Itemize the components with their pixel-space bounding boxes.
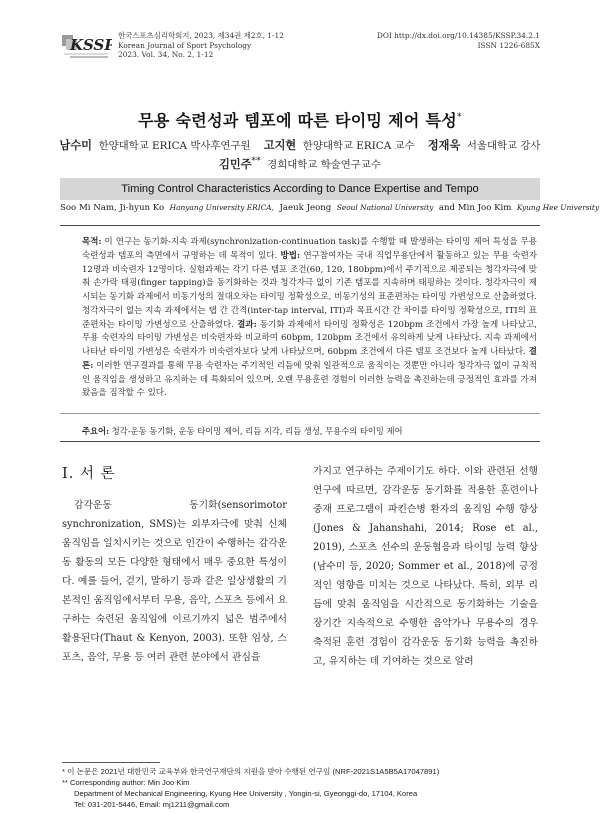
english-title: Timing Control Characteristics According to Dance Expertise and Tempo <box>60 178 540 200</box>
abstract-result-label: 결과: <box>237 319 257 330</box>
english-authors <box>60 203 600 213</box>
logo-text: KSSP <box>70 36 112 54</box>
abstract-conclusion-text: 이러한 연구결과를 통해 무용 숙련자는 주기적인 리듬에 맞춰 일관적으로 움직이는 것뿐만 아니라 청각자극 없이 규칙적인 움직임을 생성하고 유지하는 데 특화되어 있으며, 오랜 무용훈련 경험이 이러한 능력을 촉진하는데 긍정적인 효과를 가져왔음을 짐작할 수 있다. <box>82 360 537 399</box>
footnote-corresponding: ** Corresponding author: Min Joo Kim <box>62 778 190 787</box>
footnote-contact: Tel: 031-201-5446, Email: mj1211@gmail.com <box>74 800 230 809</box>
title-text: 무용 숙련성과 템포에 따른 타이밍 제어 특성 <box>138 111 458 130</box>
paper-title <box>0 108 600 131</box>
doi: DOI http://dx.doi.org/10.14385/KSSP.34.2.1 <box>376 31 540 40</box>
footnote-funding: * 이 논문은 2021년 대한민국 교육부와 한국연구재단의 지원을 받아 수행된 연구임 (NRF-2021S1A5B5A17047891) <box>62 767 440 776</box>
doi-block <box>377 31 540 50</box>
author-name: 정재욱 <box>427 138 461 152</box>
affiliation-en: Kyung Hee University <box>516 203 600 212</box>
author-affiliation: 서울대학교 강사 <box>466 140 541 152</box>
body-column-2: 가지고 연구하는 주제이기도 하다. 이와 관련된 선행연구에 따르면, 감각운동 동기화를 적용한 훈련이나 중재 프로그램이 파킨슨병 환자의 움직임 수행 향상(Jones & Jahanshahi, 2014; Rose et al., 2019), 스포츠 선수의 운동협응과 타이밍 능력 향상(남수미 등, 2020; Sommer et al., 2018)에 긍정적인 영향을 미치는 것으로 나타났다. 특히, 외부 리듬에 맞춰 움직임을 시간적으로 동기화하는 기술을 장기간 지속적으로 수행한 음악가나 무용수의 경우 축적된 훈련 경험이 감각운동 동기화 능력을 촉진하고, 유지하는 데 기여하는 것으로 알려 <box>313 466 538 667</box>
authors-line-1 <box>0 137 600 153</box>
author-affiliation: 한양대학교 ERICA 박사후연구원 <box>98 140 251 152</box>
author-name: 고지현 <box>263 138 297 152</box>
author-names-en: Jaeuk Jeong <box>279 203 332 213</box>
abstract-purpose-text: 이 연구는 동기화-지속 과제(synchronization-continuation task)를 수행할 때 발생하는 타이밍 제어 특성을 무용 숙련성과 템포의 측면에서 규명하는 데 목적이 있다. <box>82 237 537 261</box>
abstract-method-text: 연구참여자는 국내 직업무용단에서 활동하고 있는 무용 숙련자 12명과 비숙련자 12명이다. 실험과제는 각기 다른 템포 조건(60, 120, 180bpm)에서 주기적으로 제공되는 청각자극에 맞춰 손가락 태핑(finger tapping)을 동기화하는 것과 청각자극 없이 기존 템포를 지속하며 태핑하는 것이다. 청각자극이 제시되는 동기화 과제에서 비동기성의 절대오차는 타이밍 정확성으로, 비동기성의 표준편차는 타이밍 가변성으로 산출하였다. 청각자극이 없는 지속 과제에서는 탭 간 간격(inter-tap interval, ITI)과 목표시간 간 차이를 타이밍 정확성으로, ITI의 표준편차는 타이밍 가변성으로 산출하였다. <box>82 250 537 330</box>
keywords-label: 주요어: <box>82 426 110 436</box>
author-name: 남수미 <box>59 138 92 152</box>
journal-volume: 2023. Vol. 34, No. 2, 1-12 <box>118 50 214 59</box>
authors-line-2 <box>0 156 600 172</box>
footnote-address: Department of Mechanical Engineering, Kyung Hee University , Yongin-si, Gyeonggi-do, 17104, Korea <box>74 789 418 798</box>
abstract-result-text: 동기화 과제에서 타이밍 정확성은 120bpm 조건에서 가장 높게 나타났고, 무용 숙련자의 타이밍 가변성은 비숙련자와 비교하여 60bpm, 120bpm 조건에서 유의하게 낮게 나타났다. 지속 과제에서 나타난 타이밍 가변성은 숙련자가 비숙련자보다 낮게 나타났으며, 60bpm 조건에서 다른 템포 조건보다 높게 나타났다. <box>82 319 537 357</box>
footnote-rule <box>62 762 160 763</box>
abstract-top-rule <box>60 225 540 226</box>
author-names-en: Soo Mi Nam, Ji-hyun Ko <box>60 203 165 213</box>
section-heading: I. 서 론 <box>62 466 116 482</box>
author-affiliation: 경희대학교 학술연구교수 <box>267 159 381 171</box>
author-names-en: and Min Joo Kim <box>438 203 512 213</box>
author-name: 김민주 <box>219 157 252 171</box>
abstract-purpose-label: 목적: <box>82 237 102 247</box>
issn: ISSN 1226-685X <box>477 40 540 50</box>
keywords-text: 청각-운동 동기화, 운동 타이밍 제어, 리듬 지각, 리듬 생성, 무용수의 타이밍 제어 <box>109 426 403 436</box>
author-footnote-mark: ** <box>251 156 261 167</box>
affiliation-en: Seoul National University <box>336 203 434 212</box>
journal-info <box>118 31 284 60</box>
title-footnote-mark: * <box>457 112 462 123</box>
keywords-top-rule <box>60 413 540 414</box>
author-affiliation: 한양대학교 ERICA 교수 <box>302 140 415 152</box>
abstract-conclusion-label: 결론: <box>82 347 537 371</box>
journal-name-en: Korean Journal of Sport Psychology <box>118 40 252 50</box>
abstract <box>82 236 537 401</box>
journal-name-ko: 한국스포츠심리학회지, 2023, 제34권 제2호, 1-12 <box>118 31 284 40</box>
body-column-1: 감각운동 동기화(sensorimotor synchronization, SMS)는 외부자극에 맞춰 신체 움직임을 일치시키는 것으로 인간이 수행하는 감각운동 활동의 모든 다양한 형태에서 매우 중요한 특성이다. 예를 들어, 걷기, 말하기 등과 같은 일상생활의 기본적인 움직임에서부터 무용, 음악, 스포츠 등에서 요구하는 숙련된 움직임에 이르기까지 넓은 범주에서 활용된다(Thaut & Kenyon, 2003). 또한 임상, 스포츠, 음악, 무용 등 여러 관련 분야에서 관심을 <box>62 500 287 663</box>
keywords-bottom-rule <box>60 441 540 442</box>
keywords <box>82 425 537 437</box>
affiliation-en: Hanyang University ERICA, <box>169 203 274 212</box>
abstract-method-label: 방법: <box>280 250 301 261</box>
journal-logo <box>62 30 112 66</box>
